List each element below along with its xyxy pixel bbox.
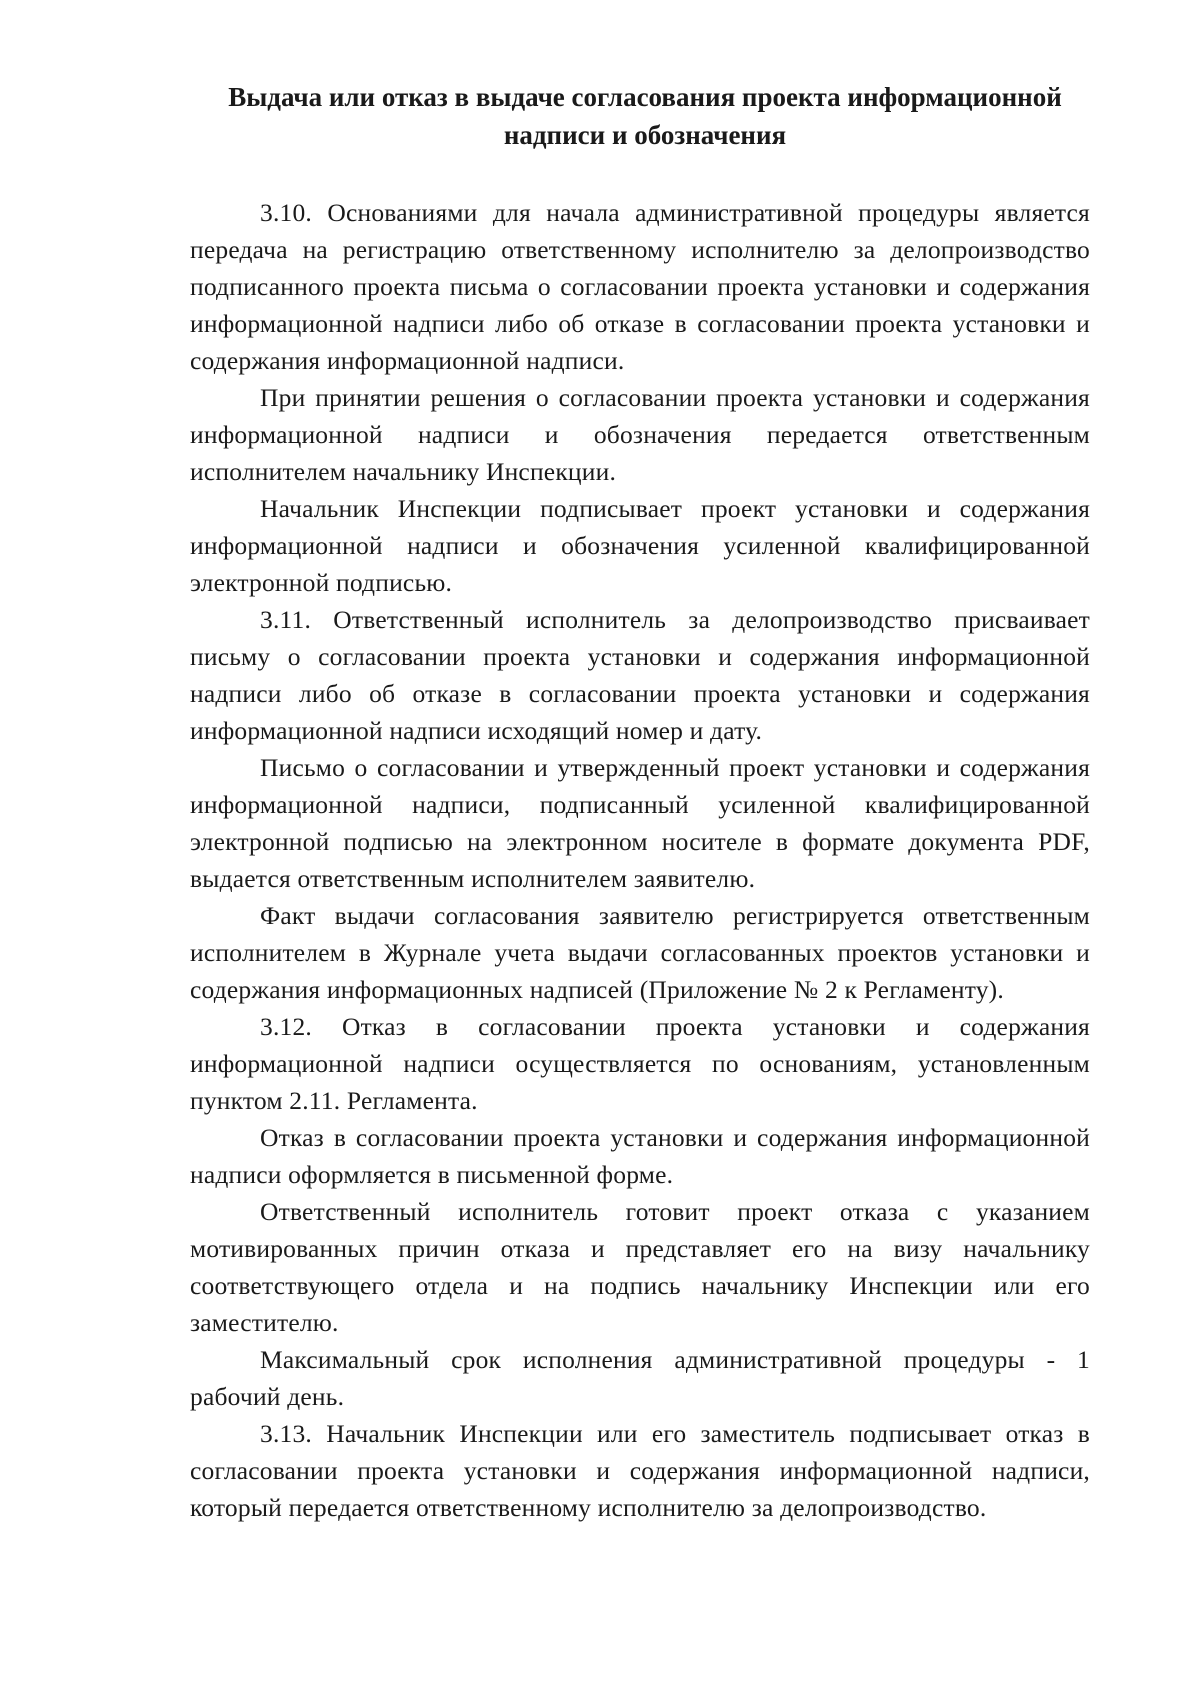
document-body: [190, 194, 1090, 1526]
paragraph-3-11: 3.11. Ответственный исполнитель за делопроизводство присваивает письму о согласовании проекта установки и содержания информационной надписи либо об отказе в согласовании проекта установки и содержания информационной надписи исходящий номер и дату.: [190, 605, 1090, 745]
paragraph-3-12: 3.12. Отказ в согласовании проекта установки и содержания информационной надписи осуществляется по основаниям, установленным пунктом 2.11. Регламента.: [190, 1012, 1090, 1115]
paragraph-max-term: Максимальный срок исполнения административной процедуры - 1 рабочий день.: [190, 1345, 1090, 1411]
paragraph-issue-registered: Факт выдачи согласования заявителю регистрируется ответственным исполнителем в Журнале учета выдачи согласованных проектов установки и содержания информационных надписей (Приложение № 2 к Регламенту).: [190, 901, 1090, 1004]
paragraph-head-signs: Начальник Инспекции подписывает проект установки и содержания информационной надписи и обозначения усиленной квалифицированной электронной подписью.: [190, 494, 1090, 597]
paragraph-letter-issued: Письмо о согласовании и утвержденный проект установки и содержания информационной надписи, подписанный усиленной квалифицированной электронной подписью на электронном носителе в формате документа PDF, выдается ответственным исполнителем заявителю.: [190, 753, 1090, 893]
paragraph-3-10: 3.10. Основаниями для начала административной процедуры является передача на регистрацию ответственному исполнителю за делопроизводство подписанного проекта письма о согласовании проекта установки и содержания информационной надписи либо об отказе в согласовании проекта установки и содержания информационной надписи.: [190, 198, 1090, 375]
document-title: Выдача или отказ в выдаче согласования проекта информационной надписи и обозначения: [228, 82, 1062, 150]
paragraph-refusal-written: Отказ в согласовании проекта установки и содержания информационной надписи оформляется в письменной форме.: [190, 1123, 1090, 1189]
paragraph-3-13: 3.13. Начальник Инспекции или его заместитель подписывает отказ в согласовании проекта установки и содержания информационной надписи, который передается ответственному исполнителю за делопроизводство.: [190, 1419, 1090, 1522]
paragraph-refusal-draft: Ответственный исполнитель готовит проект отказа с указанием мотивированных причин отказа и представляет его на визу начальнику соответствующего отдела и на подпись начальнику Инспекции или его заместителю.: [190, 1197, 1090, 1337]
paragraph-approval-decision: При принятии решения о согласовании проекта установки и содержания информационной надписи и обозначения передается ответственным исполнителем начальнику Инспекции.: [190, 383, 1090, 486]
